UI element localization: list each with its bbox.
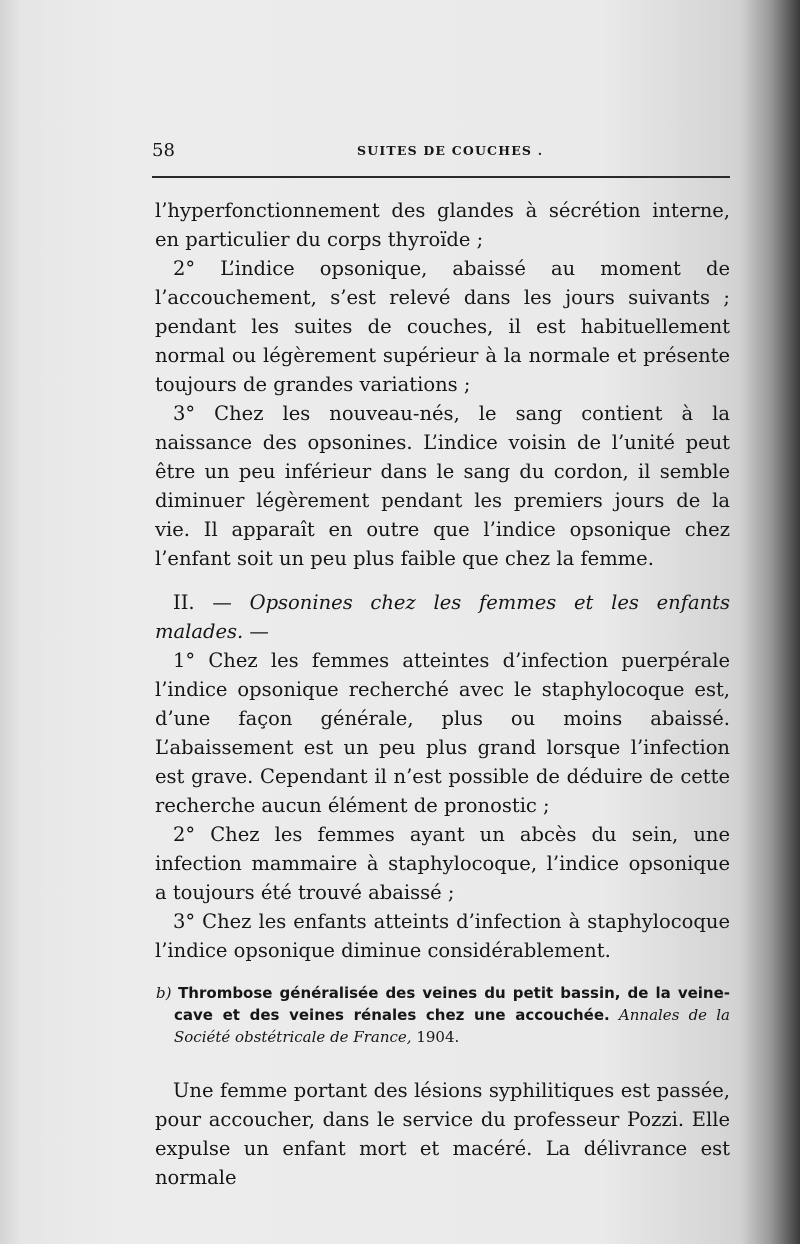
reference-title: Thrombose généralisée des veines du petit bassin, de la veine-cave et des veines rénales chez une accouchée. — [174, 984, 730, 1024]
paragraph-case: Une femme portant des lésions syphilitiques est passée, pour accoucher, dans le service du professeur Pozzi. Elle expulse un enfant mort et macéré. La délivrance est normale — [155, 1079, 730, 1189]
reference-year: 1904. — [411, 1028, 460, 1046]
reference-marker: b) — [156, 984, 179, 1002]
reference-entry — [156, 982, 730, 1048]
section-sick-women-children — [155, 588, 730, 965]
running-title: SUITES DE COUCHES . — [357, 143, 544, 158]
heading-dash: — — [243, 620, 269, 643]
heading-italic: Opsonines chez les femmes et les enfants malades. — [155, 591, 730, 643]
section-heading — [155, 588, 730, 646]
heading-number: II. — — [173, 591, 250, 614]
paragraph-opsonic-index: 2° L’indice opsonique, abaissé au moment de l’accouchement, s’est relevé dans les jours suivants ; pendant les suites de couches, il est habituellement normal ou légèrement supérieur à la normale et présente toujours de grandes variations ; — [155, 257, 730, 396]
reference-source: Annales de la Société obstétricale de France, — [174, 1006, 730, 1046]
header-rule — [152, 176, 730, 178]
section-case-report — [155, 1076, 730, 1192]
running-head — [152, 140, 730, 166]
paragraph-puerperal-infection: 1° Chez les femmes atteintes d’infection puerpérale l’indice opsonique recherché avec le staphylocoque est, d’une façon générale, plus ou moins abaissé. L’abaissement est un peu plus grand lorsque l’infection est grave. Cependant il n’est possible de déduire de cette recherche aucun élément de pronostic ; — [155, 649, 730, 817]
paragraph-thyroid: l’hyperfonctionnement des glandes à sécrétion interne, en particulier du corps thyroïde ; — [155, 199, 730, 251]
paragraph-infected-children: 3° Chez les enfants atteints d’infection à staphylocoque l’indice opsonique diminue considérablement. — [155, 910, 730, 962]
page-number: 58 — [152, 140, 175, 161]
paragraph-breast-abscess: 2° Chez les femmes ayant un abcès du sein, une infection mammaire à staphylocoque, l’indice opsonique a toujours été trouvé abaissé ; — [155, 823, 730, 904]
bibliographic-reference — [156, 982, 730, 1048]
paragraph-newborns: 3° Chez les nouveau-nés, le sang contient à la naissance des opsonines. L’indice voisin de l’unité peut être un peu inférieur dans le sang du cordon, il semble diminuer légèrement pendant les premiers jours de la vie. Il apparaît en outre que l’indice opsonique chez l’enfant soit un peu plus faible que chez la femme. — [155, 402, 730, 570]
section-conclusions-part1 — [155, 196, 730, 573]
